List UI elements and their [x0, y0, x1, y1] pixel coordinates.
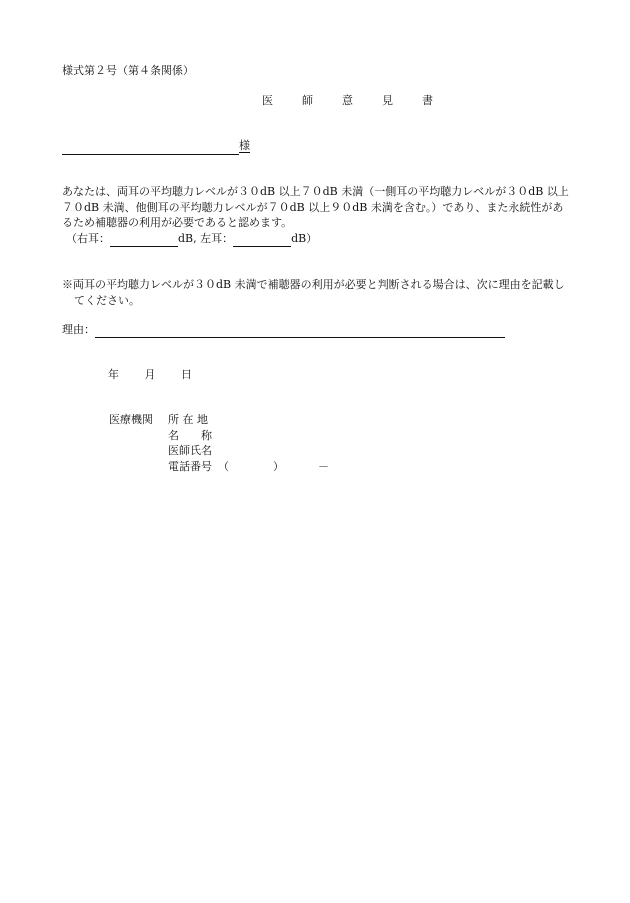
- date-month: 月: [144, 368, 156, 381]
- address-label: 所 在 地: [168, 413, 208, 426]
- doctor-name-label: 医師氏名: [168, 444, 212, 457]
- phone-label: 電話番号: [168, 459, 212, 473]
- note-text: ※両耳の平均聴力レベルが３０dB 未満で補聴器の利用が必要と判断される場合は、次に理由を記載してください。: [62, 278, 565, 307]
- right-ear-db-blank[interactable]: [110, 233, 178, 247]
- phone-paren-close: ）: [273, 459, 284, 473]
- reason-label: 理由：: [62, 323, 95, 336]
- date-day: 日: [181, 368, 192, 381]
- phone-dash: －: [318, 459, 329, 473]
- phone-row: [168, 459, 329, 475]
- recipient-line: [62, 138, 250, 155]
- opinion-text: [62, 184, 572, 231]
- right-ear-label: （右耳：: [66, 232, 110, 245]
- date-year: 年: [108, 368, 119, 381]
- institution-label: 医療機関: [109, 413, 153, 426]
- name-label: 名 称: [168, 428, 212, 442]
- db-close: dB）: [291, 232, 318, 245]
- hearing-values: [66, 231, 317, 247]
- document-title: 医 師 意 見 書: [262, 94, 442, 107]
- phone-paren-open: （: [218, 459, 229, 473]
- left-ear-label: dB, 左耳：: [178, 232, 234, 245]
- left-ear-db-blank[interactable]: [233, 233, 291, 247]
- institution-fields: [168, 412, 329, 474]
- reason-blank[interactable]: [95, 324, 505, 338]
- recipient-name-blank[interactable]: [62, 140, 239, 155]
- reason-row: [62, 322, 505, 338]
- opinion-paragraph: あなたは、両耳の平均聴力レベルが３０dB 以上７０dB 未満（一側耳の平均聴力レベルが３０dB 以上７０dB 未満、他側耳の平均聴力レベルが７０dB 以上９０dB 未満を含む。）であり、また永続性があるため補聴器の利用が必要であると認めます。: [62, 185, 569, 230]
- recipient-suffix: 様: [239, 139, 250, 152]
- form-number: 様式第２号（第４条関係）: [62, 64, 194, 77]
- note: [62, 277, 574, 308]
- date-row: [108, 367, 192, 383]
